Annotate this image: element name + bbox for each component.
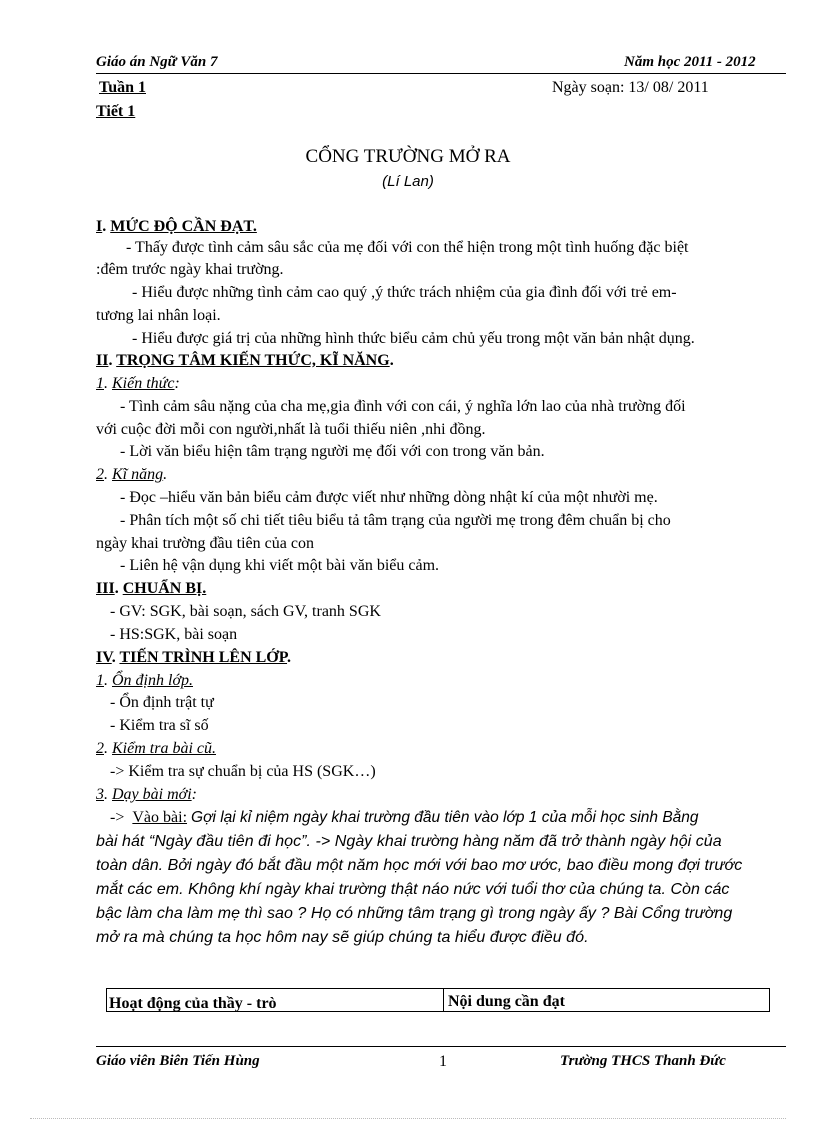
section-heading-2: II. TRỌNG TÂM KIẾN THỨC, KĨ NĂNG.: [96, 352, 394, 369]
table-header-cell: [107, 989, 444, 1011]
document-author: (Lí Lan): [382, 173, 434, 190]
table-header-content: Nội dung cần đạt: [448, 993, 565, 1010]
document-title: CỔNG TRƯỜNG MỞ RA: [305, 146, 511, 167]
paragraph-line: -> Kiểm tra sự chuẩn bị của HS (SGK…): [110, 763, 376, 780]
footer-school: Trường THCS Thanh Đức: [560, 1053, 726, 1069]
intro-line: mở ra mà chúng ta học hôm nay sẽ giúp chúng ta hiểu được điều đó.: [96, 929, 589, 946]
paragraph-line: - Lời văn biểu hiện tâm trạng người mẹ đối với con trong văn bản.: [120, 443, 545, 460]
subsection-heading: 2. Kĩ năng.: [96, 466, 168, 483]
paragraph-line: - Đọc –hiểu văn bản biểu cảm được viết như những dòng nhật kí của một nhười mẹ.: [120, 489, 658, 506]
paragraph-line: - Hiểu được những tình cảm cao quý ,ý thức trách nhiệm của gia đình đối với trẻ em-: [132, 284, 677, 301]
paragraph-line: - Tình cảm sâu nặng của cha mẹ,gia đình với con cái, ý nghĩa lớn lao của nhà trường đối: [120, 398, 686, 415]
paragraph-line: - GV: SGK, bài soạn, sách GV, tranh SGK: [110, 603, 381, 620]
paragraph-line: :đêm trước ngày khai trường.: [96, 261, 284, 278]
prep-date: Ngày soạn: 13/ 08/ 2011: [552, 79, 709, 96]
intro-line: mắt các em. Không khí ngày khai trường thật náo nức với tuổi thơ của chúng ta. Còn các: [96, 881, 730, 898]
paragraph-line: - Liên hệ vận dụng khi viết một bài văn biểu cảm.: [120, 557, 440, 574]
paragraph-line: - Hiểu được giá trị của những hình thức biểu cảm chủ yếu trong một văn bản nhật dụng.: [132, 330, 695, 347]
section-heading-3: III. CHUẨN BỊ.: [96, 580, 207, 597]
paragraph-line: - HS:SGK, bài soạn: [110, 626, 238, 643]
table-header-activities: Hoạt động của thầy - trò: [109, 995, 277, 1012]
lesson-table: [106, 988, 770, 1012]
intro-line: bài hát “Ngày đầu tiên đi học”. -> Ngày khai trường hàng năm đã trở thành ngày hội của: [96, 833, 722, 850]
footer-divider: [96, 1046, 786, 1047]
header-left: Giáo án Ngữ Văn 7: [96, 54, 218, 70]
section-heading-4: IV. TIẾN TRÌNH LÊN LỚP.: [96, 649, 292, 666]
intro-line: bậc làm cha làm mẹ thì sao ? Họ có những tâm trạng gì trong ngày ấy ? Bài Cổng trường: [96, 905, 733, 922]
subsection-heading: 3. Dạy bài mới:: [96, 786, 197, 803]
paragraph-line: - Kiểm tra sĩ số: [110, 717, 209, 734]
intro-line: toàn dân. Bởi ngày đó bắt đầu một năm học mới với bao mơ ước, bao điều mong đợi trước: [96, 857, 743, 874]
page-number: 1: [439, 1053, 447, 1070]
intro-line: -> Vào bài: Gợi lại kỉ niệm ngày khai trường đầu tiên vào lớp 1 của mỗi học sinh Bằng: [110, 809, 699, 826]
subsection-heading: 1. Ổn định lớp.: [96, 672, 193, 689]
header-right: Năm học 2011 - 2012: [624, 54, 756, 70]
header-divider: [96, 73, 786, 74]
subsection-heading: 2. Kiểm tra bài cũ.: [96, 740, 216, 757]
period-label: Tiết 1: [96, 103, 136, 120]
subsection-heading: 1. Kiến thức:: [96, 375, 180, 392]
paragraph-line: - Thấy được tình cảm sâu sắc của mẹ đối với con thể hiện trong một tình huống đặc biệt: [126, 239, 689, 256]
footer-teacher: Giáo viên Biên Tiến Hùng: [96, 1053, 260, 1069]
intro-label: Vào bài:: [132, 809, 188, 826]
section-heading-1: I. MỨC ĐỘ CẦN ĐẠT.: [96, 218, 257, 235]
paragraph-line: - Ổn định trật tự: [110, 694, 214, 711]
page-edge-divider: [30, 1118, 786, 1119]
table-header-cell: [444, 989, 769, 1011]
paragraph-line: ngày khai trường đầu tiên của con: [96, 535, 314, 552]
paragraph-line: với cuộc đời mỗi con người,nhất là tuổi thiếu niên ,nhi đồng.: [96, 421, 486, 438]
week-label: Tuần 1: [99, 79, 146, 96]
paragraph-line: - Phân tích một số chi tiết tiêu biểu tả tâm trạng của người mẹ trong đêm chuẩn bị cho: [120, 512, 671, 529]
paragraph-line: tương lai nhân loại.: [96, 307, 221, 324]
